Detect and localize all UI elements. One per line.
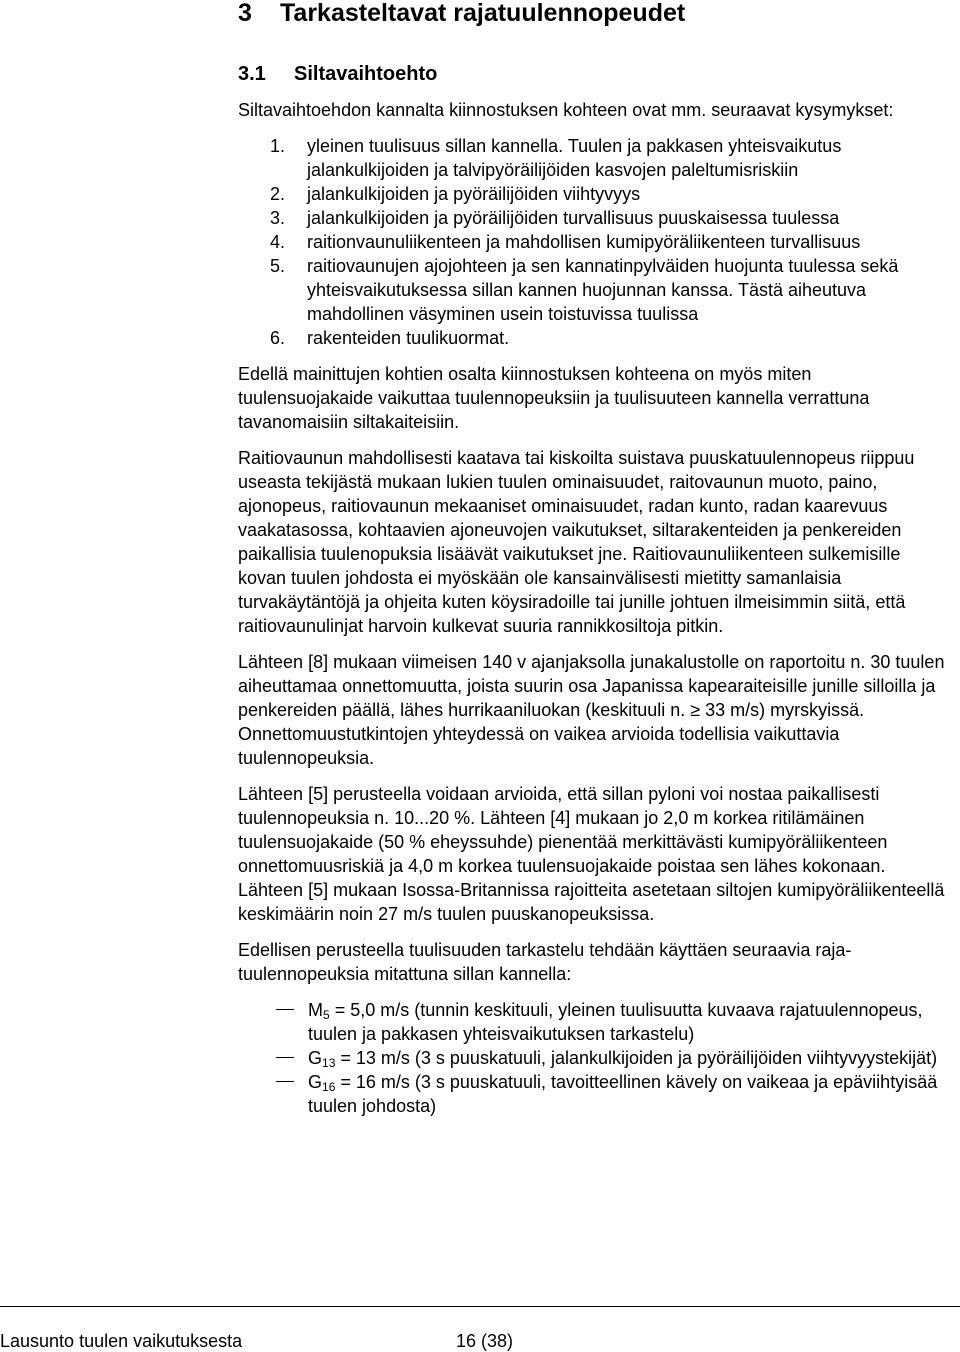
question-list xyxy=(238,134,948,350)
limit-list xyxy=(238,998,948,1118)
dash-bullet-icon xyxy=(276,1081,294,1082)
paragraph-tuulensuojakaide: Edellä mainittujen kohtien osalta kiinnostuksen kohteena on myös miten tuulensuojakaide vaikuttaa tuulennopeuksiin ja tuulisuuteen kannella verrattuna tavanomaisiin siltakaiteisiin. xyxy=(238,364,870,432)
list-item-number: 4. xyxy=(270,232,286,252)
list-item xyxy=(270,326,948,350)
dash-bullet-icon xyxy=(276,1057,294,1058)
limit-symbol: M xyxy=(308,1000,323,1020)
chapter-number: 3 xyxy=(238,0,252,27)
limit-text: = 16 m/s (3 s puuskatuuli, tavoitteellinen kävely on vaikeaa ja epäviihtyisää tuulen johdosta) xyxy=(308,1072,938,1116)
section-number: 3.1 xyxy=(238,63,266,85)
paragraph-lahde-5: Lähteen [5] perusteella voidaan arvioida, että sillan pyloni voi nostaa paikallisesti tuulennopeuksia n. 10...20 %. Lähteen [4] mukaan jo 2,0 m korkea ritilämäinen tuulensuojakaide (50 % eheyssuhde) pienentää merkittävästi kumipyöräliikenteen onnettomuusriskiä ja 4,0 m korkea tuulensuojakaide poistaa sen lähes kokonaan. Lähteen [5] mukaan Isossa-Britannissa rajoitteita asetetaan siltojen kumipyöräliikenteellä keskimäärin noin 27 m/s tuulen puuskanopeuksissa. xyxy=(238,784,945,924)
list-item-number: 5. xyxy=(270,256,286,276)
list-item xyxy=(270,230,948,254)
chapter-title: Tarkasteltavat rajatuulennopeudet xyxy=(280,0,686,27)
chapter-heading xyxy=(238,0,685,28)
limit-subscript: 5 xyxy=(323,1008,330,1022)
list-item xyxy=(270,206,948,230)
limit-symbol: G xyxy=(308,1048,323,1068)
list-item-number: 3. xyxy=(270,208,286,228)
paragraph-raitiovaunu: Raitiovaunun mahdollisesti kaatava tai kiskoilta suistava puuskatuulennopeus riippuu useasta tekijästä mukaan lukien tuulen ominaisuudet, raitovaunun muoto, paino, ajonopeus, raitiovaunun mekaaniset ominaisuudet, radan kunto, radan kaarevuus vaakatasossa, kohtaavien ajoneuvojen vaikutukset, siltarakenteiden ja penkereiden paikallisia tuulenopuksia lisäävät vaikutukset jne. Raitiovaunuliikenteen sulkemisille kovan tuulen johdosta ei myöskään ole kansainvälisesti mietitty samanlaisia turvakäytäntöjä ja ohjeita kuten köysiradoille tai junille johtuen ilmeisimmin siitä, että raitiovaunulinjat harvoin kulkevat suuria rannikkosiltoja pitkin. xyxy=(238,448,915,636)
paragraph-rajatuulennopeudet: Edellisen perusteella tuulisuuden tarkastelu tehdään käyttäen seuraavia raja-tuulennopeuksia mitattuna sillan kannella: xyxy=(238,940,852,984)
list-item-number: 6. xyxy=(270,328,286,348)
list-item xyxy=(238,1070,948,1118)
list-item-text: rakenteiden tuulikuormat. xyxy=(307,328,510,348)
list-item xyxy=(270,254,948,326)
limit-symbol: G xyxy=(308,1072,323,1092)
footer-page-number: 16 (38) xyxy=(456,1331,514,1351)
dash-bullet-icon xyxy=(276,1009,294,1010)
limit-text: = 13 m/s (3 s puuskatuuli, jalankulkijoiden ja pyöräilijöiden viihtyvyystekijät) xyxy=(335,1048,938,1068)
list-item xyxy=(238,998,948,1046)
section-title: Siltavaihtoehto xyxy=(294,63,438,85)
list-item-number: 1. xyxy=(270,136,286,156)
limit-text: = 5,0 m/s (tunnin keskituuli, yleinen tuulisuutta kuvaava rajatuulennopeus, tuulen ja pakkasen yhteisvaikutuksen tarkastelu) xyxy=(308,1000,923,1044)
list-item-text: jalankulkijoiden ja pyöräilijöiden turvallisuus puuskaisessa tuulessa xyxy=(307,208,840,228)
footer-divider xyxy=(0,1306,960,1307)
section-heading xyxy=(238,60,437,88)
list-item-text: jalankulkijoiden ja pyöräilijöiden viihtyvyys xyxy=(307,184,641,204)
list-item-number: 2. xyxy=(270,184,286,204)
intro-paragraph: Siltavaihtoehdon kannalta kiinnostuksen kohteen ovat mm. seuraavat kysymykset: xyxy=(238,100,894,120)
paragraph-lahde-8: Lähteen [8] mukaan viimeisen 140 v ajanjaksolla junakalustolle on raportoitu n. 30 tuulen aiheuttamaa onnettomuutta, joista suurin osa Japanissa kapearaiteisille junille silloilla ja penkereiden päällä, lähes hurrikaaniluokan (keskituuli n. ≥ 33 m/s) myrskyissä. Onnettomuustutkintojen yhteydessä on vaikea arvioida todellisia vaikuttavia tuulennopeuksia. xyxy=(238,652,945,768)
footer-document-title: Lausunto tuulen vaikutuksesta xyxy=(0,1331,243,1351)
list-item xyxy=(238,1046,948,1070)
list-item-text: yleinen tuulisuus sillan kannella. Tuulen ja pakkasen yhteisvaikutus jalankulkijoiden ja talvipyöräilijöiden kasvojen paleltumisriskiin xyxy=(307,136,842,180)
list-item xyxy=(270,182,948,206)
body-text xyxy=(238,98,948,1118)
list-item-text: raitionvaunuliikenteen ja mahdollisen kumipyöräliikenteen turvallisuus xyxy=(307,232,861,252)
list-item xyxy=(270,134,948,182)
limit-subscript: 16 xyxy=(322,1080,336,1094)
list-item-text: raitiovaunujen ajojohteen ja sen kannatinpylväiden huojunta tuulessa sekä yhteisvaikutuksessa sillan kannen huojunnan kanssa. Tästä aiheutuva mahdollinen väsyminen usein toistuvissa tuulissa xyxy=(307,256,899,324)
limit-subscript: 13 xyxy=(322,1056,336,1070)
